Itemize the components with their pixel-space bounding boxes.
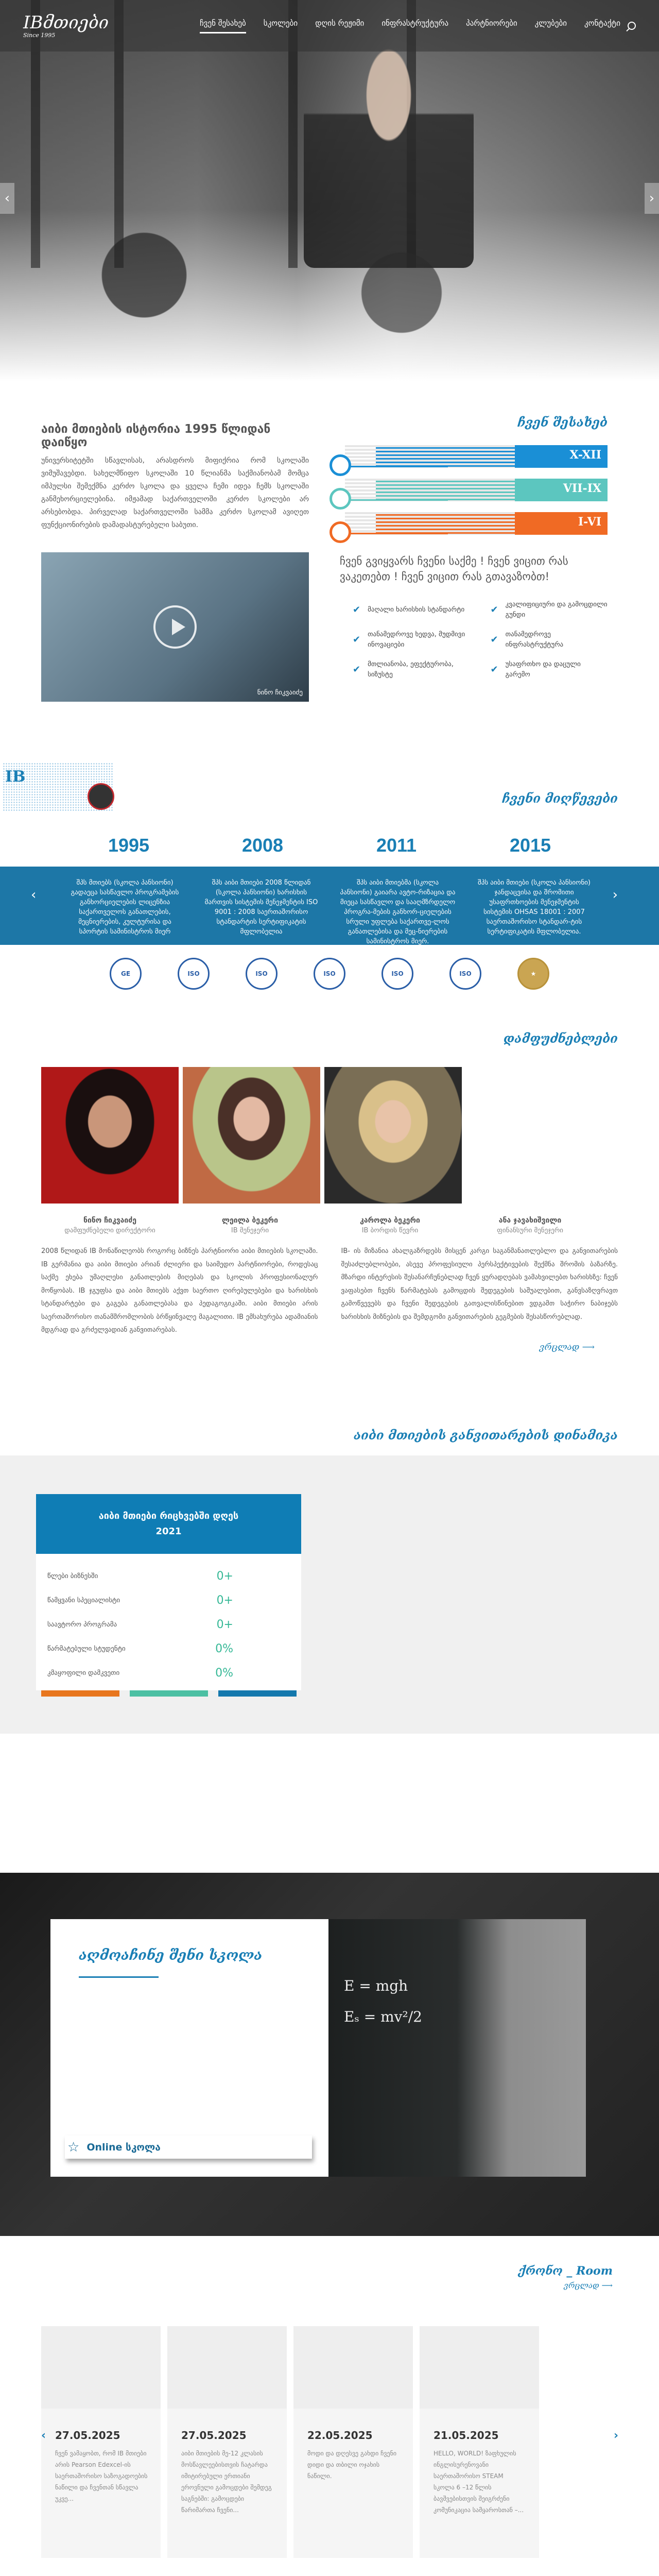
stat-label: წარმატებული სტუდენტი: [47, 1645, 126, 1653]
logo-since: Since 1995: [23, 31, 56, 39]
checkmark-icon: ✔: [490, 664, 498, 675]
founders-section: [0, 990, 659, 1407]
achievements-prev-button[interactable]: ‹: [31, 887, 37, 903]
achievements-next-button[interactable]: ›: [612, 887, 618, 903]
grade-level-high: [330, 445, 608, 473]
certification-badges: [0, 945, 659, 990]
nav-item-schools[interactable]: სკოლები: [263, 18, 298, 28]
news-excerpt: მოდი და დღესვე გახდი ჩვენი დიდი და თბილი ოჯახის ნაწილი.: [307, 2450, 397, 2480]
hero-student-image: [330, 247, 474, 361]
news-header: [0, 2236, 659, 2290]
iso-badge: ISO: [381, 958, 413, 990]
star-icon: ☆: [67, 2139, 80, 2155]
stat-value: 0+: [216, 1618, 233, 1631]
students-icon: [330, 521, 351, 543]
dynamics-section: [0, 1455, 659, 1734]
founder-photo: [183, 1067, 320, 1204]
students-icon: [330, 454, 351, 476]
founders-text-right: IB- ის მიზანია ახალგაზრდებს მისცენ კარგი საგანმანათლებლო და განვითარების შესაძლებლობები, ასევე პროფესიული პერსპექტივების შექმნა შრომის ბაზარზე. მზარდი ინტერესის შესანარჩუნებლად ჩვენ ყურადღებას ვამახვილებთ ხარისხზე: ჩვენ ვაფასებთ ჩვენს წარმატებას გამოცდის შედეგების საშუალებით, განვსაზღვრავთ გამოწვევებს და ჩვენი შედეგების გათვალისწინებით ვდგამთ საჭირო ნაბიჯებს ხარისხის მიზნების და შემდგომი განვითარების გეგმების შესასწორებლად.: [341, 1247, 618, 1321]
feature-item: [491, 630, 608, 650]
discover-school-section: [0, 1873, 659, 2236]
news-image: [293, 2326, 413, 2409]
grade-connector: [345, 533, 448, 534]
stat-label: საავტორო პროგრამა: [47, 1621, 117, 1629]
stats-color-bars: [41, 1690, 306, 1697]
achievements-title: ჩვენი მიღწევები: [502, 791, 618, 806]
hero-slider: [0, 0, 659, 381]
stats-card: [36, 1494, 301, 1690]
nav-item-daily-schedule[interactable]: დღის რეჟიმი: [315, 18, 365, 28]
news-card[interactable]: [167, 2326, 287, 2558]
ib-world-map-image: [3, 762, 113, 811]
achievements-carousel: [0, 867, 659, 945]
feature-text: უსაფრთხო და დაცული გარემო: [505, 660, 581, 679]
logo-text: IBმთიები: [23, 12, 109, 33]
stat-row: [36, 1588, 301, 1613]
grade-label: I-VI: [578, 515, 601, 529]
checkmark-icon: ✔: [353, 634, 361, 645]
founder-photos: [41, 1067, 618, 1204]
history-text: უნივერსიტეტში სწავლისას, არასდროს მიფიქრია რომ სკოლაში ვიმუშავებდი. სახელმწიფო სკოლაში 10 წლიანმა საქმიანობამ მომცა იმპულსი შემექმნა კერძო სკოლა და ყველა ჩემი იდეა ჩემს სკოლაში განმეხორციელებინა. იმჟამად საქართველოში კერძო სკოლები არ არსებობდა. პირველად საქართველოში სამმა კერძო სკოლამ ავიღეთ ფუნქციონირების დამადასტურებელი საბუთი.: [41, 456, 309, 529]
founder-names: [41, 1216, 618, 1234]
founder-card: [461, 1216, 599, 1234]
about-history: [41, 392, 309, 742]
feature-item: [353, 630, 470, 650]
news-card[interactable]: [41, 2326, 161, 2558]
checkmark-icon: ✔: [353, 664, 361, 675]
checkmark-icon: ✔: [353, 604, 361, 615]
stat-value: 0+: [216, 1594, 233, 1607]
stat-row: [36, 1564, 301, 1588]
discover-school-card: [50, 1919, 606, 2177]
hero-teacher-image: [304, 46, 474, 268]
grade-lines: [345, 512, 515, 535]
feature-item: [353, 600, 470, 620]
founders-title: დამფუძნებლები: [504, 1031, 618, 1046]
contact-title: [0, 2558, 659, 2576]
georgia-emblem-badge: GE: [110, 958, 142, 990]
iso-badge: ISO: [178, 958, 210, 990]
founder-photo: [41, 1067, 179, 1204]
founders-more-link[interactable]: ვრცლად ⟶: [539, 1342, 595, 1352]
stat-value: 0%: [215, 1667, 233, 1680]
about-video[interactable]: [41, 552, 309, 702]
achievements-section: [0, 742, 659, 990]
grade-connector: [345, 499, 448, 501]
news-section: [0, 2236, 659, 2558]
founder-role: IB მენეჯერი: [231, 1227, 269, 1234]
iso-badge: ISO: [314, 958, 345, 990]
achievement-text: შპს აიბი მთიები (სკოლა პანსიონი) ჯანდაცვისა და შრომითი უსაფრთხოების მენეჯმენტის სისტემის OHSAS 18001 : 2007 საერთაშორისო სტანდარ-ტის სერტიფიკატის მფლობელია.: [478, 879, 591, 936]
online-school-button[interactable]: [65, 2136, 312, 2159]
feature-item: [491, 600, 608, 620]
grade-lines: [345, 445, 515, 468]
award-badge: ★: [517, 958, 549, 990]
achievement-text: შპს აიბი მთიები 2008 წლიდან (სკოლა პანსიონი) ხარისხის მართვის სისტემის მენეჯმენტის ISO 9001 : 2008 საერთაშორისო სტანდარტის სერტიფიკატის მფლობელია: [204, 879, 318, 936]
spacer: [0, 1734, 659, 1873]
news-date: 27.05.2025: [181, 2429, 247, 2442]
founder-name: კაროლა ბეკერი: [360, 1216, 420, 1225]
news-card[interactable]: [420, 2326, 539, 2558]
title-underline: [79, 1976, 159, 1978]
ib-logo: IB: [5, 768, 26, 786]
feature-item: [353, 659, 470, 680]
grade-levels: [330, 445, 608, 540]
founder-name: ანა ჯავახიშვილი: [498, 1216, 562, 1225]
news-carousel: [0, 2290, 659, 2558]
discover-school-title: აღმოაჩინე შენი სკოლა: [79, 1947, 263, 1963]
students-icon: [330, 488, 351, 510]
founder-card: [181, 1216, 319, 1234]
stats-list: [36, 1554, 301, 1690]
nav-item-contact[interactable]: კონტაქტი: [584, 18, 620, 28]
about-tagline: ჩვენ გვიყვარს ჩვენი საქმე ! ჩვენ ვიცით რას ვაკეთებთ ! ჩვენ ვიცით რას გთავაზობთ!: [340, 555, 568, 583]
grade-level-primary: [330, 512, 608, 540]
stat-label: წლები ბიზნესში: [47, 1572, 98, 1580]
play-icon[interactable]: [153, 605, 197, 649]
year-label: 2011: [376, 835, 417, 856]
feature-item: [491, 659, 608, 680]
feature-text: თანამედროვე ხედვა, მუდმივი ინოვაციები: [368, 631, 465, 649]
founder-photo: [324, 1067, 462, 1204]
stat-value: 0+: [216, 1570, 233, 1583]
iso-badge: ISO: [449, 958, 481, 990]
nav-item-about[interactable]: ჩვენ შესახებ: [200, 19, 246, 33]
checkmark-icon: ✔: [490, 604, 498, 615]
history-heading: აიბი მთიების ისტორია 1995 წლიდან დაიწყო: [41, 422, 271, 449]
stat-row: [36, 1613, 301, 1637]
achievement-text: შპს აიბი მთიებმა (სკოლა პანსიონი) გაიარა ავტო-რიზაცია და მიეცა სასწავლო და სააღმზრდელო პროგრა-მების განხორ-ციელების სრული უფლება საქართვე-ლოს განათლებისა და მეც-ნიერების სამინისტროს მიერ.: [340, 879, 456, 945]
news-image: [420, 2326, 539, 2409]
founder-role: IB ბორდის წევრი: [361, 1227, 419, 1234]
news-prev-button[interactable]: ‹: [41, 2429, 46, 2442]
feature-text: მთლიანობა, ეფექტურობა, სიზუსტე: [368, 660, 454, 679]
hero-student-image: [77, 222, 211, 355]
founder-card: [321, 1216, 459, 1234]
discover-school-panel: [50, 1919, 328, 2177]
blackboard-formula: E = mgh Eₛ = mv²/2: [344, 1977, 422, 2025]
stats-card-title: აიბი მთიები რიცხვებში დღეს: [98, 1511, 239, 1521]
year-label: 1995: [108, 835, 150, 856]
stat-label: წამყვანი სპეციალისტი: [47, 1597, 120, 1604]
stats-card-header: [36, 1494, 301, 1554]
news-more-link[interactable]: ვრცლად ⟶: [564, 2281, 613, 2290]
blackboard-image: [328, 1919, 586, 2177]
founder-card: [41, 1216, 179, 1234]
stats-card-year: 2021: [155, 1526, 182, 1537]
grade-lines: [345, 479, 515, 501]
founder-name: ლეილა ბეკერი: [222, 1216, 278, 1225]
nav-menu: [200, 19, 636, 33]
founders-texts: [41, 1245, 618, 1337]
founder-role: დამფუძნებელი დირექტორი: [64, 1227, 155, 1234]
feature-list: [353, 600, 608, 680]
about-section: [0, 381, 659, 742]
news-image: [41, 2326, 161, 2409]
year-label: 2008: [241, 835, 284, 856]
checkmark-icon: ✔: [490, 634, 498, 645]
color-bar-teal: [130, 1690, 208, 1697]
online-school-label: Online სკოლა: [86, 2141, 161, 2153]
founders-text-left: 2008 წლიდან IB მონაწილეობს როგორც ბიზნეს პარტნიორი აიბი მთიების სკოლაში. IB გერმანია და აიბი მთიები არიან ძლიერი და საიმედო პარტნიორები, როდესაც საქმე ეხება უმაღლესი განათლების მიღებას და სკოლის პროფესიონალურ მოწყობას. IB ჯგუფსა და აიბი მთიებს აქვთ საერთო ღირებულებები და ხარისხის სტანდარტები და გაგება განათლებასა და პედაგოგიკაში. აიბი მთიები არის საერთაშორისო თანამშრომლობის ბრწყინვალე მაგალითი. IB ემსახურება ადამიანის მდგრად და გრძელვადიან განვითარებას.: [41, 1247, 318, 1334]
nav-item-clubs[interactable]: კლუბები: [534, 18, 567, 28]
achievement-text: შპს მთიებს (სკოლა პანსიონი) გადაეცა სასწავლო პროგრამების განხორციელების ლიცენზია საქართველოს განათლების, მეცნიერების, კულტურისა და სპორტის სამინისტროს მიერ: [71, 879, 179, 936]
nav-item-infrastructure[interactable]: ინფრასტრუქტურა: [381, 18, 449, 28]
news-excerpt: აიბი მთიების მე-12 კლასის მოსწავლეებისთვის ჩატარდა იმიტირებული ერთიანი ეროვნული გამოცდები შემდეგ საგნებში: გამოცდები წარიმართა ჩვენი...: [181, 2450, 272, 2514]
about-overview: [330, 392, 608, 742]
founder-name: ნინო ჩიკვაიძე: [83, 1216, 136, 1225]
stat-row: [36, 1661, 301, 1685]
dynamics-title: აიბი მთიების განვითარების დინამიკა: [353, 1428, 618, 1443]
color-bar-blue: [218, 1690, 297, 1697]
news-date: 22.05.2025: [307, 2429, 373, 2442]
year-label: 2015: [509, 835, 551, 856]
nav-item-partners[interactable]: პარტნიორები: [466, 18, 517, 28]
news-date: 27.05.2025: [55, 2429, 120, 2442]
main-navigation: [0, 0, 659, 52]
news-image: [167, 2326, 287, 2409]
map-highlight-icon: [88, 783, 114, 810]
feature-text: კვალიფიციური და გამოცდილი გუნდი: [505, 601, 608, 619]
news-card[interactable]: [293, 2326, 413, 2558]
site-logo[interactable]: [23, 14, 109, 38]
stat-value: 0%: [215, 1642, 233, 1655]
news-excerpt: HELLO, WORLD! ზაფხულის ინგლისურენოვანი საერთაშორისო STEAM სკოლა 6 –12 წლის ბავშვებისთვის შეიგრძენი კომუნიკაცია სამყაროსთან –...: [433, 2450, 524, 2514]
search-icon[interactable]: [628, 22, 636, 30]
grade-label: VII-IX: [563, 482, 601, 495]
stat-label: კმაყოფილი დამკვეთი: [47, 1669, 120, 1677]
feature-text: თანამედროვე ინფრასტრუქტურა: [505, 631, 564, 649]
news-next-button[interactable]: ›: [614, 2429, 619, 2442]
grade-label: X-XII: [569, 448, 601, 462]
stat-row: [36, 1637, 301, 1661]
hero-prev-button[interactable]: ‹: [0, 183, 14, 214]
about-section-title: ჩვენ შესახებ: [517, 415, 608, 430]
iso-badge: ISO: [246, 958, 278, 990]
founder-role: ფინანსური მენეჯერი: [497, 1227, 563, 1234]
grade-connector: [345, 466, 448, 467]
news-title: ქრონო _ Room: [518, 2264, 613, 2278]
news-excerpt: ჩვენ ვამაყობთ, რომ IB მთიები არის Pearson Edexcel-ის საერთაშორისო საზოგადოების ნაწილი და ჩვენთან სწავლა უკვე...: [55, 2450, 148, 2502]
grade-level-middle: [330, 479, 608, 507]
news-date: 21.05.2025: [433, 2429, 499, 2442]
video-caption: ნინო ჩიკვაიძე: [257, 689, 303, 697]
hero-next-button[interactable]: ›: [645, 183, 659, 214]
color-bar-orange: [41, 1690, 119, 1697]
feature-text: მაღალი ხარისხის სტანდარტი: [368, 606, 465, 614]
